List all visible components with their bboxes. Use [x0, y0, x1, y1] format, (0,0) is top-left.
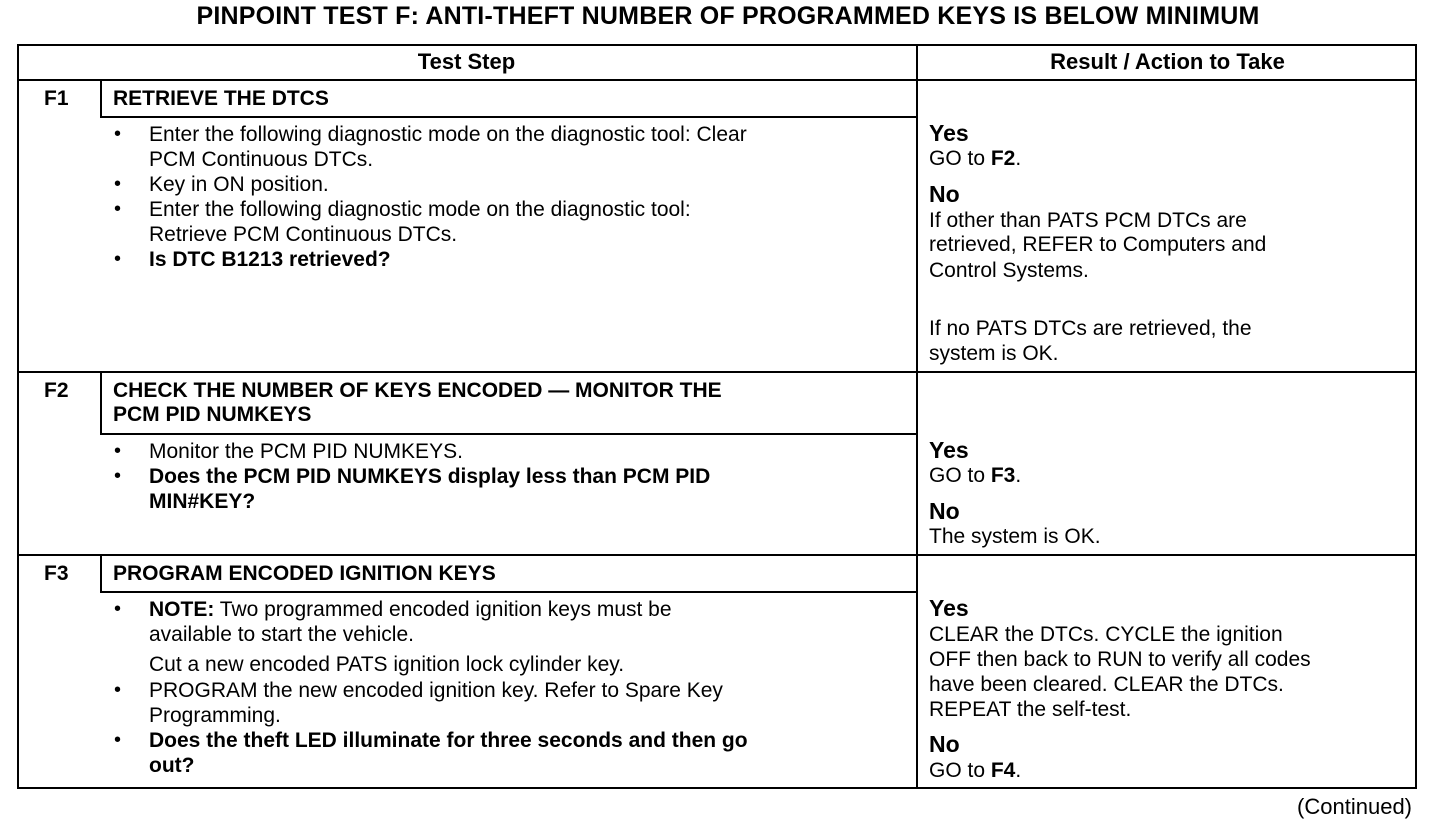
f1-no-line-4: If no PATS DTCs are retrieved, the: [929, 317, 1252, 340]
step-id-f2: F2: [44, 379, 69, 402]
f1-step-1-line-2: PCM Continuous DTCs.: [149, 148, 374, 171]
f1-step-2: Key in ON position.: [149, 173, 329, 196]
f1-no-label: No: [929, 181, 960, 207]
step-id-f3: F3: [44, 562, 69, 585]
f3-no-label: No: [929, 731, 960, 757]
step-heading-f2-line-1: CHECK THE NUMBER OF KEYS ENCODED — MONITOR THE: [113, 379, 722, 402]
id-divider-f2: [100, 372, 102, 434]
f2-step-1: Monitor the PCM PID NUMKEYS.: [149, 440, 463, 463]
f1-step-3-line-2: Retrieve PCM Continuous DTCs.: [149, 223, 458, 246]
f3-yes-line-4: REPEAT the self-test.: [929, 698, 1132, 721]
f1-heading-divider: [100, 116, 917, 118]
f3-step-3-line-1: Does the theft LED illuminate for three seconds and then go: [149, 729, 748, 752]
f2-no-line-1: The system is OK.: [929, 525, 1101, 548]
f2-no-label: No: [929, 498, 960, 524]
f1-no-line-3: Control Systems.: [929, 259, 1089, 282]
bullet-f1-4: •: [114, 248, 122, 270]
step-heading-f2-line-2: PCM PID NUMKEYS: [113, 403, 312, 426]
f3-note-line-1: NOTE: Two programmed encoded ignition keys must be: [149, 598, 672, 621]
f3-yes-label: Yes: [929, 595, 969, 621]
f1-yes-label: Yes: [929, 120, 969, 146]
f3-no-action: GO to F4.: [929, 759, 1022, 782]
f3-heading-divider: [100, 591, 917, 593]
id-divider-f3: [100, 555, 102, 592]
f3-step-2-line-2: Programming.: [149, 704, 281, 727]
header-test-step: Test Step: [417, 49, 516, 74]
bullet-f1-3: •: [114, 198, 122, 220]
continued-label: (Continued): [1297, 794, 1412, 819]
f2-f3-divider: [17, 554, 1417, 556]
f1-no-line-5: system is OK.: [929, 342, 1059, 365]
f3-cut-line: Cut a new encoded PATS ignition lock cylinder key.: [149, 653, 625, 676]
bullet-f3-3: •: [114, 729, 122, 751]
bullet-f2-1: •: [114, 440, 122, 462]
step-id-f1: F1: [44, 87, 69, 110]
column-divider: [916, 44, 918, 789]
f2-heading-divider: [100, 433, 917, 435]
f2-yes-label: Yes: [929, 437, 969, 463]
step-heading-f1: RETRIEVE THE DTCS: [113, 87, 329, 110]
f3-yes-line-2: OFF then back to RUN to verify all codes: [929, 648, 1311, 671]
id-divider-f1: [100, 80, 102, 117]
bullet-f2-2: •: [114, 465, 122, 487]
bullet-f1-1: •: [114, 123, 122, 145]
f1-f2-divider: [17, 371, 1417, 373]
header-divider: [17, 79, 1417, 81]
f1-yes-action: GO to F2.: [929, 147, 1022, 170]
f2-step-2-line-1: Does the PCM PID NUMKEYS display less than PCM PID: [149, 465, 711, 488]
page-title: PINPOINT TEST F: ANTI-THEFT NUMBER OF PROGRAMMED KEYS IS BELOW MINIMUM: [196, 2, 1260, 30]
f1-step-1-line-1: Enter the following diagnostic mode on the diagnostic tool: Clear: [149, 123, 747, 146]
f3-step-2-line-1: PROGRAM the new encoded ignition key. Refer to Spare Key: [149, 679, 723, 702]
bullet-f3-2: •: [114, 679, 122, 701]
f2-yes-action: GO to F3.: [929, 464, 1022, 487]
f3-step-3-line-2: out?: [149, 754, 195, 777]
f2-step-2-line-2: MIN#KEY?: [149, 490, 256, 513]
step-heading-f3: PROGRAM ENCODED IGNITION KEYS: [113, 562, 496, 585]
f1-no-line-2: retrieved, REFER to Computers and: [929, 233, 1267, 256]
f1-step-4: Is DTC B1213 retrieved?: [149, 248, 391, 271]
bullet-f1-2: •: [114, 173, 122, 195]
f3-yes-line-3: have been cleared. CLEAR the DTCs.: [929, 673, 1284, 696]
f3-yes-line-1: CLEAR the DTCs. CYCLE the ignition: [929, 623, 1283, 646]
f3-note-line-2: available to start the vehicle.: [149, 623, 414, 646]
bullet-f3-1: •: [114, 598, 122, 620]
header-result: Result / Action to Take: [1050, 49, 1285, 74]
f1-step-3-line-1: Enter the following diagnostic mode on the diagnostic tool:: [149, 198, 691, 221]
f1-no-line-1: If other than PATS PCM DTCs are: [929, 209, 1247, 232]
